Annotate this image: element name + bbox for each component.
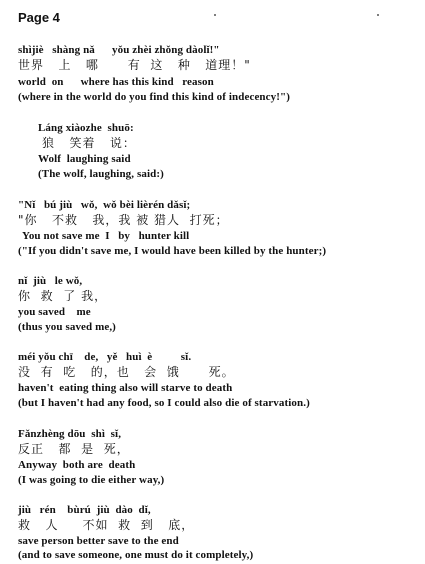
gloss-line: haven't eating thing also will starve to death: [18, 382, 233, 394]
translation-line: (I was going to die either way,): [18, 474, 165, 486]
chinese-line: 救 人 不如 救 到 底，: [18, 518, 195, 532]
translation-line: ("If you didn't save me, I would have been killed by the hunter;): [18, 245, 327, 257]
scan-speck: [377, 14, 379, 16]
chinese-line: "你 不救 我，我 被 猎人 打死；: [18, 213, 229, 227]
pinyin-line: "Nǐ bú jiù wǒ, wǒ bèi lièrén dǎsǐ;: [18, 199, 191, 211]
gloss-line: you saved me: [18, 306, 91, 318]
translation-line: (The wolf, laughing, said:): [38, 168, 164, 180]
page-number: Page 4: [18, 10, 60, 25]
translation-line: (and to save someone, one must do it completely,): [18, 549, 254, 561]
pinyin-line: jiù rén bùrú jiù dào dǐ,: [18, 504, 151, 516]
chinese-line: 反正 都 是 死，: [18, 442, 130, 456]
chinese-line: 没 有 吃 的，也 会 饿 死。: [18, 365, 235, 379]
translation-line: (where in the world do you find this kind of indecency!"): [18, 91, 290, 103]
chinese-line: 狼 笑着 说：: [42, 136, 136, 150]
pinyin-line: méi yǒu chī de, yě huì è sǐ.: [18, 351, 192, 363]
gloss-line: world on where has this kind reason: [18, 76, 214, 88]
chinese-line: 世界 上 哪 有 这 种 道理！": [18, 58, 251, 72]
pinyin-line: Fǎnzhèng dōu shì sǐ,: [18, 428, 122, 440]
chinese-line: 你 救 了 我，: [18, 289, 108, 303]
translation-line: (but I haven't had any food, so I could also die of starvation.): [18, 397, 310, 409]
gloss-line: Wolf laughing said: [38, 153, 131, 165]
pinyin-line: Láng xiàozhe shuō:: [38, 122, 134, 134]
gloss-line: You not save me I by hunter kill: [22, 230, 190, 242]
gloss-line: save person better save to the end: [18, 535, 179, 547]
scan-speck: [214, 14, 216, 16]
translation-line: (thus you saved me,): [18, 321, 116, 333]
gloss-line: Anyway both are death: [18, 459, 136, 471]
pinyin-line: nǐ jiù le wǒ,: [18, 275, 83, 287]
pinyin-line: shìjiè shàng nǎ yǒu zhèi zhǒng dàolǐ!": [18, 44, 220, 56]
